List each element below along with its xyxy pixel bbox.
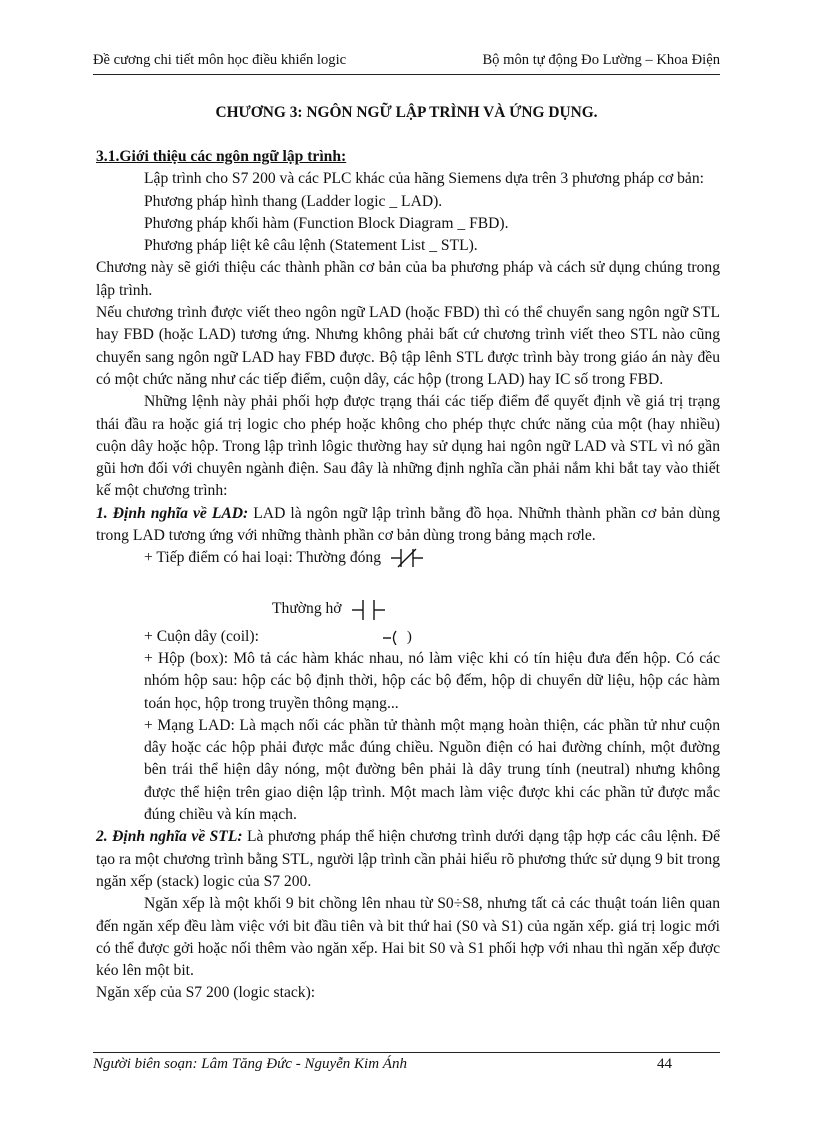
coil-line	[96, 626, 720, 648]
body-text	[96, 146, 720, 1005]
stl-definition	[96, 826, 720, 893]
lad-term: 1. Định nghĩa về LAD:	[96, 504, 249, 522]
normally-open-contact-icon	[352, 598, 386, 622]
header-rule	[93, 74, 720, 75]
paragraph: Nếu chương trình được viết theo ngôn ngữ LAD (hoặc FBD) thì có thể chuyển sang ngôn ngữ STL hay FBD (hoặc LAD) tương ứng. Nhưng không phải bất cứ chương trình viết theo STL nào cũng chuyển sang ngôn ngữ LAD hay FBD được. Bộ tập lênh STL được trình bày trong giáo án này đều có một chức năng như các tiếp điểm, cuộn dây, các hộp (trong LAD) hay IC số trong FBD.	[96, 304, 720, 388]
page-footer	[93, 1052, 720, 1073]
box-description: + Hộp (box): Mô tả các hàm khác nhau, nó làm việc khi có tín hiệu đưa đến hộp. Có các nhóm hộp sau: hộp các bộ định thời, hộp các bộ đếm, hộp di chuyển dữ liệu, hộp các hàm toán học, hộp trong truyền thông mạng...	[144, 649, 720, 712]
header-course-title: Đề cương chi tiết môn học điều khiển logic	[93, 52, 347, 68]
coil-left-icon	[383, 629, 399, 645]
chapter-title: CHƯƠNG 3: NGÔN NGỮ LẬP TRÌNH VÀ ỨNG DỤNG.	[215, 104, 598, 121]
contact-types-line	[96, 547, 720, 569]
intro-paragraph: Lập trình cho S7 200 và các PLC khác của hãng Siemens dựa trên 3 phương pháp cơ bản:	[144, 170, 704, 188]
stl-term: 2. Định nghĩa về STL:	[96, 828, 243, 846]
lad-definition	[96, 503, 720, 548]
coil-icon	[383, 629, 412, 645]
footer-authors: Người biên soạn: Lâm Tăng Đức - Nguyễn Kim Ánh	[93, 1056, 407, 1072]
page-number: 44	[657, 1056, 672, 1072]
paragraph: Những lệnh này phải phối hợp được trạng thái các tiếp điểm để quyết định về giá trị trạng thái đầu ra hoặc giá trị logic cho phép hoặc không cho phép thực chức năng của một (hay nhiều) cuộn dây hoặc hộp. Trong lập trình lôgic thường hay sử dụng hai ngôn ngữ LAD và STL vì nó gần gũi hơn đối với chuyên ngành điện. Sau đây là những định nghĩa cần phải nắm khi bắt tay vào thiết kế một chương trình:	[96, 393, 720, 500]
stack-label: Ngăn xếp của S7 200 (logic stack):	[96, 984, 316, 1002]
lad-definition-text: LAD là ngôn ngữ lập trình bằng đồ họa. Nhữnh thành phần cơ bản dùng trong LAD tương ứng với những thành phần cơ bản dùng trong bảng mạch rơle.	[96, 504, 720, 545]
method-item: Phương pháp khối hàm (Function Block Diagram _ FBD).	[144, 214, 509, 232]
coil-right-paren: )	[406, 628, 412, 645]
contact-types-label: + Tiếp điểm có hai loại: Thường đóng	[144, 549, 382, 567]
coil-label: + Cuộn dây (coil):	[144, 627, 259, 645]
section-heading: 3.1.Giới thiệu các ngôn ngữ lập trình:	[96, 148, 347, 165]
method-item: Phương pháp liệt kê câu lệnh (Statement List _ STL).	[144, 237, 478, 255]
normally-closed-contact-icon	[391, 547, 425, 569]
spacer	[96, 570, 720, 594]
normally-open-line	[96, 594, 720, 626]
normally-open-label: Thường hở	[272, 600, 342, 618]
paragraph: Chương này sẽ giới thiệu các thành phần cơ bản của ba phương pháp và cách sử dụng chúng trong lập trình.	[96, 259, 720, 299]
stl-definition-text: Là phương pháp thể hiện chương trình dưới dạng tập hợp các câu lệnh. Để tạo ra một chương trình bằng STL, người lập trình cần phải hiểu rõ phương thức sử dụng 9 bit trong ngăn xếp (stack) logic của S7 200.	[96, 828, 721, 890]
stack-paragraph: Ngăn xếp là một khối 9 bit chồng lên nhau từ S0÷S8, nhưng tất cả các thuật toán liên quan đến ngăn xếp đều làm việc với bit đầu tiên và bit thứ hai (S0 và S1) của ngăn xếp. giá trị logic mới có thể được gởi hoặc nối thêm vào ngăn xếp. Hai bit S0 và S1 phối hợp với nhau thì ngăn xếp được kéo lên một bit.	[96, 895, 720, 980]
header-department: Bộ môn tự động Đo Lường – Khoa Điện	[482, 52, 720, 68]
network-description: + Mạng LAD: Là mạch nối các phần tử thành một mạng hoàn thiện, các phần tử như cuộn dây hoặc các hộp phải được mắc đúng chiều. Nguồn điện có hai đường chính, một đường bên trái thể hiện dây nóng, một đường bên phải là dây trung tính (neutral) nhưng không được thể hiện trên giao diện lập trình. Một mach làm việc được khi các phần tử được mắc đúng chiều và kín mạch.	[144, 716, 720, 824]
method-item: Phương pháp hình thang (Ladder logic _ LAD).	[144, 192, 443, 210]
page-header	[93, 52, 720, 69]
